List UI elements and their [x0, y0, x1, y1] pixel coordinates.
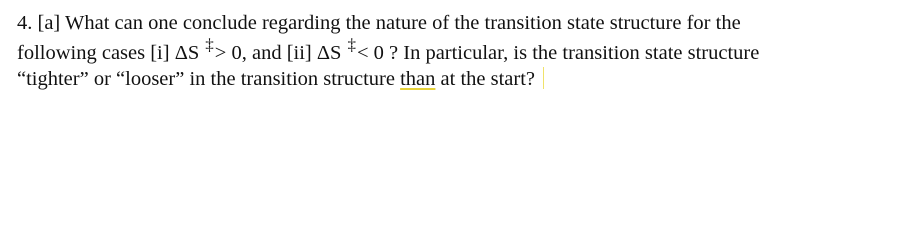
line3-text-part1: “tighter” or “looser” in the transition structure: [17, 68, 401, 90]
question-line-1: 4. [a] What can one conclude regarding the nature of the transition state structure for the: [17, 12, 741, 34]
question-line-2: [17, 35, 912, 66]
text-cursor-mark: [543, 67, 544, 89]
line2-text-part1: following cases [i] ΔS: [17, 42, 200, 64]
line2-text-part3: < 0 ? In particular, is the transition state structure: [356, 42, 760, 64]
question-line-3: [17, 66, 912, 92]
line3-text-part2: at the start?: [435, 68, 536, 90]
line2-text-part2: > 0, and [ii] ΔS: [214, 42, 342, 64]
double-dagger-superscript-2: ‡: [347, 35, 356, 54]
double-dagger-superscript: ‡: [205, 35, 214, 54]
question-text-block: [17, 10, 912, 92]
underlined-word: than: [400, 68, 436, 90]
